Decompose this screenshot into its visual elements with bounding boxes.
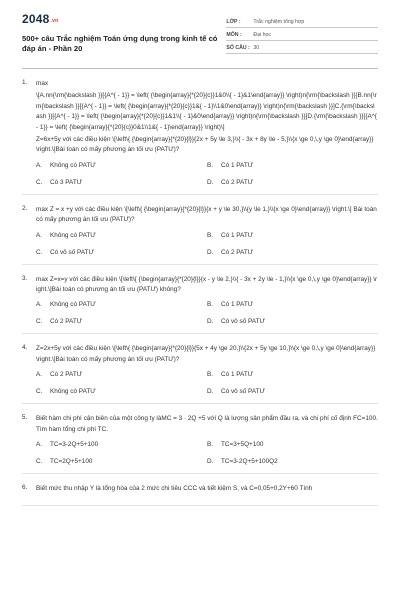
answer-text: Không có PATƯ (50, 388, 96, 396)
answer-key: D. (207, 388, 214, 396)
answer-text: Có 2 PATƯ (221, 178, 254, 186)
logo-text: 2048 (22, 12, 50, 26)
answer-option[interactable] (207, 388, 378, 395)
question-paragraph: Z=2x+5y với các điều kiện \[\left\{ {\begin{array}{*{20}{l}}{5x + 4y \ge 20,}\\{2x + 5y \ge 10,}\\{x \ge 0,\,y \ge 0}\end{array}} \right.\]Bài toán có mấy phương án tối ưu (PATƯ)? (36, 345, 376, 363)
question-item (22, 474, 378, 505)
answer-key: B. (207, 301, 214, 309)
answer-option[interactable] (207, 318, 378, 325)
answer-key: B. (207, 161, 214, 169)
question-paragraph: Biết mức thu nhập Y là tổng hòa của 2 mức chi tiêu CCC và tiết kiệm S, và C=0,05+0,2Y+60 Tính (36, 485, 313, 493)
answer-key: B. (207, 371, 214, 379)
answer-option[interactable] (207, 441, 378, 448)
meta-row (226, 41, 378, 54)
answer-option[interactable] (36, 301, 207, 308)
answer-text: Không có PATƯ (50, 231, 96, 239)
question-paragraph: Biết hàm chi phí cận biên của một công ty làMC = 3 · 2Q +5 với Q là lượng sản phẩm đầu ra, và chi phí cố định FC=100. Tìm hàm tổng chi phí TC. (36, 415, 378, 433)
question-number: 3. (22, 274, 28, 282)
answer-key: B. (207, 231, 214, 239)
question-number: 5. (22, 414, 28, 422)
answer-option[interactable] (36, 441, 207, 448)
answer-key: A. (36, 161, 43, 169)
answer-key: D. (207, 178, 214, 186)
answer-option[interactable] (36, 249, 207, 256)
question-paragraph: max Z = x +y với các điều kiện \[\left\{ {\begin{array}{*{20}{l}}{x + y \le 30,}\\{y \le 1,}\\{x \ge 0}\end{array}} \right.\] Bài toán có mấy phương án tối ưu (PATƯ)? (36, 205, 377, 224)
question-item (22, 195, 378, 265)
answer-option[interactable] (207, 232, 378, 239)
question-text (36, 275, 378, 298)
answer-text: Có 3 PATƯ (50, 178, 83, 186)
question-number: 1. (22, 79, 28, 86)
answer-option[interactable] (207, 301, 378, 308)
answer-option[interactable] (36, 318, 207, 325)
meta-value: Trắc nghiệm tổng hợp (253, 19, 305, 25)
answer-text: Có 2 PATƯ (50, 318, 83, 326)
answer-text: Có vô số PATƯ (221, 388, 265, 396)
answer-option[interactable] (36, 162, 207, 169)
answer-text: Có vô số PATƯ (50, 248, 94, 256)
answer-key: B. (207, 441, 214, 449)
header-left (22, 12, 226, 66)
answer-key: D. (207, 248, 214, 256)
meta-row (226, 28, 378, 41)
answer-text: Có 2 PATƯ (50, 371, 83, 379)
answer-text: Không có PATƯ (50, 161, 96, 169)
meta-row (226, 15, 378, 28)
meta-info (226, 15, 378, 66)
answer-text: TC=2Q+5+100 (50, 458, 93, 466)
question-row (22, 205, 378, 228)
answer-key: C. (36, 248, 43, 256)
answer-key: C. (36, 388, 43, 396)
answer-key: D. (207, 458, 214, 466)
question-paragraph: \[A.nn{\rm{\backslash }}[{A^{ - 1}} = \left( {\begin{array}{*{20}{c}}1&0\\{ - 1}&1\end{array}} \right)n{\rm{\backslash }}]B.nn{\rm{\backslash }}[{A^{ - 1}} = \left( {\begin{array}{*{20}{c}}1&{ - 1}\\1&0\end{array}} \right)n{\rm{\backslash }}]C.{\rm{\backslash }}[{A^{ - 1}} = \left( {\begin{array}{*{20}{c}}1&1\\{ - 1}&0\end{array}} \right)n{\rm{\backslash }}]D.{\rm{\backslash }}[{A^{ - 1}} = \left( {\begin{array}{*{20}{c}}0&1\\1&{ - 1}\end{array}} \right)\] (36, 92, 377, 131)
answer-text: TC=3+5Q+100 (221, 441, 264, 449)
answer-options (36, 441, 378, 465)
answer-option[interactable] (207, 179, 378, 186)
question-row (22, 79, 378, 158)
question-item (22, 265, 378, 335)
answer-option[interactable] (207, 162, 378, 169)
meta-key: LỚP : (226, 19, 241, 25)
question-text (36, 484, 378, 496)
answer-options (36, 371, 378, 395)
question-paragraph: max Z=x=y với các điều kiện \[\left\{ {\begin{array}{*{20}{l}}{x - y \le 2,}\\{ - 3x + 2y \le - 1,}\\{x \ge 0,\,y \ge 0}\end{array}} \right.\]Bài toán có phương án tối ưu (PATƯ) không? (36, 275, 378, 294)
question-number: 6. (22, 484, 28, 492)
page-title: 500+ câu Trắc nghiệm Toán ứng dụng trong kinh tế có đáp án - Phần 20 (22, 34, 218, 53)
answer-text: Không có PATƯ (50, 301, 96, 309)
answer-option[interactable] (207, 249, 378, 256)
answer-options (36, 301, 378, 325)
answer-text: TC=3-2Q+5+100Q2 (221, 458, 278, 466)
question-row (22, 275, 378, 298)
answer-options (36, 162, 378, 186)
question-text (36, 414, 378, 437)
question-row (22, 484, 378, 496)
meta-value: Đại học (253, 32, 272, 38)
answer-text: Có 1 PATƯ (221, 161, 254, 169)
logo-suffix: .vn (50, 18, 59, 24)
question-text (36, 205, 378, 228)
meta-key: MÔN : (226, 32, 242, 38)
question-number: 4. (22, 344, 28, 352)
answer-option[interactable] (36, 458, 207, 465)
answer-key: A. (36, 441, 43, 449)
meta-value: 30 (253, 45, 260, 51)
answer-key: A. (36, 301, 43, 309)
answer-key: C. (36, 318, 43, 326)
question-text (36, 79, 378, 158)
answer-text: Có vô số PATƯ (221, 318, 265, 326)
answer-option[interactable] (207, 371, 378, 378)
question-number: 2. (22, 204, 28, 212)
answer-options (36, 232, 378, 256)
answer-key: A. (36, 231, 43, 239)
question-list (22, 69, 378, 506)
site-logo[interactable] (22, 12, 226, 26)
meta-key: SỐ CÂU : (226, 45, 250, 51)
question-paragraph: max (36, 80, 49, 87)
answer-key: D. (207, 318, 214, 326)
question-row (22, 414, 378, 437)
answer-text: Có 1 PATƯ (221, 301, 254, 309)
answer-text: Có 1 PATƯ (221, 231, 254, 239)
question-paragraph: Z=6x+5y với các điều kiện \[\left\{ {\begin{array}{*{20}{l}}{2x + 5y \le 3,}\\{ - 3x + 8y \le - 5,}\\{x \ge 0,\,y \ge 0}\end{array}} \right.\]Bài toán có mấy phương án tối ưu (PATƯ)? (36, 136, 374, 154)
answer-option[interactable] (36, 179, 207, 186)
question-item (22, 334, 378, 404)
document-header (22, 0, 378, 66)
answer-key: A. (36, 371, 43, 379)
answer-option[interactable] (207, 458, 378, 465)
answer-text: TC=3-2Q+5+100 (50, 441, 99, 449)
answer-key: C. (36, 458, 43, 466)
question-row (22, 344, 378, 367)
answer-option[interactable] (36, 388, 207, 395)
answer-text: Có 2 PATƯ (221, 248, 254, 256)
answer-option[interactable] (36, 371, 207, 378)
question-text (36, 344, 378, 367)
question-item (22, 404, 378, 474)
answer-key: C. (36, 178, 43, 186)
answer-option[interactable] (36, 232, 207, 239)
answer-text: Có 1 PATƯ (221, 371, 254, 379)
question-item (22, 69, 378, 195)
